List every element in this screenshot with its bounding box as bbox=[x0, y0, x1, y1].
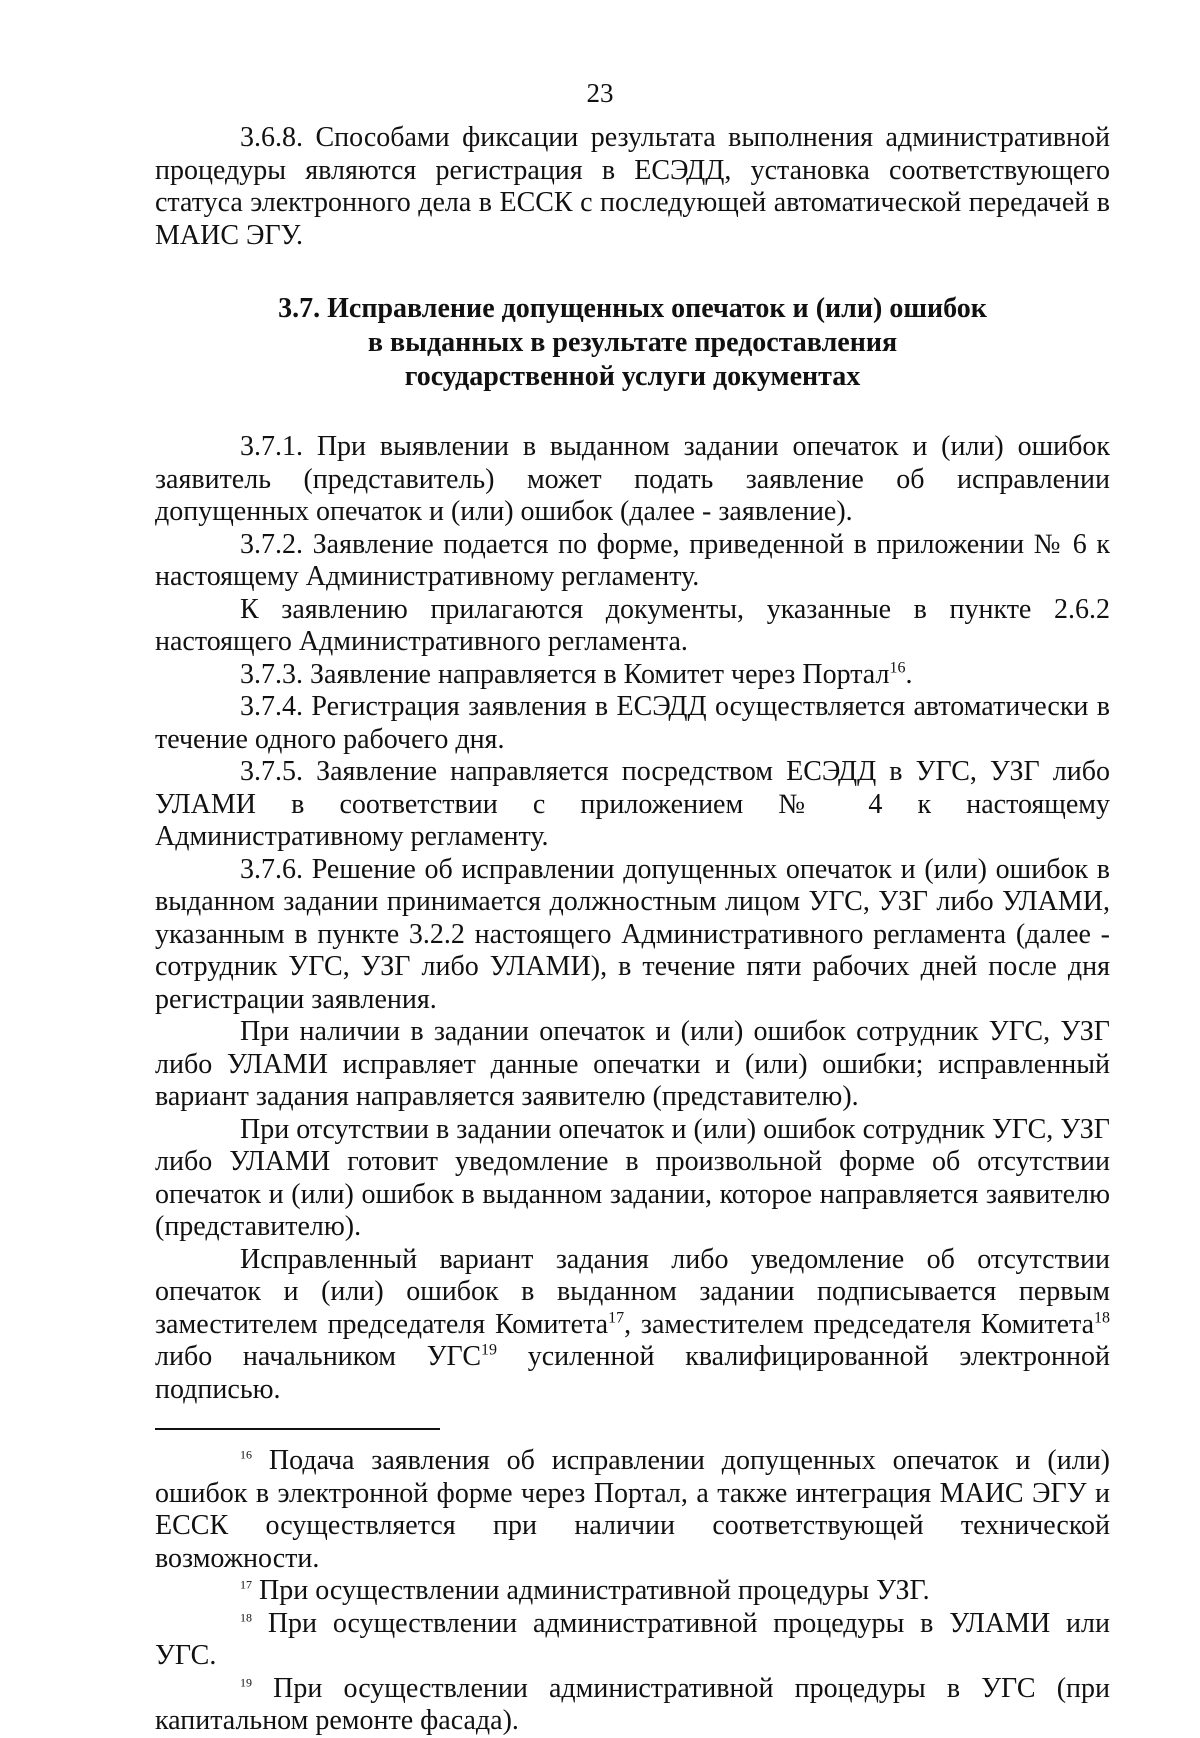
footnote-number: 18 bbox=[240, 1610, 252, 1625]
paragraph-3-7-1: 3.7.1. При выявлении в выданном задании опечаток и (или) ошибок заявитель (представитель) может подать заявление об исправлении допущенных опечаток и (или) ошибок (далее - заявление). bbox=[155, 431, 1110, 527]
paragraph-corrections-absent: При отсутствии в задании опечаток и (или) ошибок сотрудник УГС, УЗГ либо УЛАМИ готовит уведомление в произвольной форме об отсутствии опечаток и (или) ошибок в выданном задании, которое направляется заявителю (представителю). bbox=[155, 1113, 1110, 1242]
footnote-text: При осуществлении административной процедуры УЗГ. bbox=[252, 1575, 930, 1606]
paragraph-3-7-4: 3.7.4. Регистрация заявления в ЕСЭДД осуществляется автоматически в течение одного рабочего дня. bbox=[155, 691, 1110, 755]
heading-line-3: государственной услуги документах bbox=[404, 361, 861, 392]
footnote-ref-18: 18 bbox=[1094, 1309, 1110, 1327]
footnote-19 bbox=[155, 1673, 1110, 1738]
signature-text-a: Исправленный вариант задания либо уведомление об отсутствии опечаток и (или) ошибок в выданном задании подписывается первым заместителем председателя Комитета bbox=[155, 1243, 1110, 1340]
footnotes bbox=[155, 1445, 1110, 1738]
signature-text-b: , заместителем председателя Комитета bbox=[624, 1308, 1094, 1340]
paragraph-corrections-present: При наличии в задании опечаток и (или) ошибок сотрудник УГС, УЗГ либо УЛАМИ исправляет данные опечатки и (или) ошибки; исправленный вариант задания направляется заявителю (представителю). bbox=[155, 1016, 1110, 1112]
footnote-17 bbox=[155, 1575, 1110, 1608]
paragraph-3-6-8: 3.6.8. Способами фиксации результата выполнения административной процедуры являются регистрация в ЕСЭДД, установка соответствующего статуса электронного дела в ЕССК с последующей автоматической передачей в МАИС ЭГУ. bbox=[155, 122, 1110, 251]
footnote-separator bbox=[155, 1428, 440, 1430]
document-body bbox=[155, 122, 1110, 1406]
paragraph-3-7-6: 3.7.6. Решение об исправлении допущенных опечаток и (или) ошибок в выданном задании принимается должностным лицом УГС, УЗГ либо УЛАМИ, указанным в пункте 3.2.2 настоящего Административного регламента (далее - сотрудник УГС, УЗГ либо УЛАМИ), в течение пяти рабочих дней после дня регистрации заявления. bbox=[155, 853, 1110, 1015]
paragraph-signature bbox=[155, 1244, 1110, 1407]
page-number: 23 bbox=[586, 78, 614, 108]
footnote-ref-17: 17 bbox=[608, 1309, 625, 1327]
paragraph-3-7-3-text: 3.7.3. Заявление направляется в Комитет через Портал bbox=[240, 658, 890, 690]
footnote-text: При осуществлении административной процедуры в УЛАМИ или УГС. bbox=[155, 1607, 1110, 1671]
footnote-number: 16 bbox=[240, 1447, 252, 1462]
footnote-16 bbox=[155, 1445, 1110, 1575]
footnote-ref-16: 16 bbox=[889, 659, 906, 677]
footnote-number: 19 bbox=[240, 1675, 252, 1690]
signature-text-d: усиленной квалифицированной электронной подписью. bbox=[155, 1341, 1110, 1405]
paragraph-3-7-2-attachments: К заявлению прилагаются документы, указанные в пункте 2.6.2 настоящего Административного регламента. bbox=[155, 593, 1110, 657]
footnote-ref-19: 19 bbox=[481, 1341, 498, 1359]
footnote-text: Подача заявления об исправлении допущенных опечаток и (или) ошибок в электронной форме через Портал, а также интеграция МАИС ЭГУ и ЕССК осуществляется при наличии соответствующей технической возможности. bbox=[155, 1445, 1110, 1574]
heading-line-2: в выданных в результате предоставления bbox=[367, 327, 898, 358]
footnote-18 bbox=[155, 1608, 1110, 1673]
paragraph-3-7-5: 3.7.5. Заявление направляется посредством ЕСЭДД в УГС, УЗГ либо УЛАМИ в соответствии с приложением № 4 к настоящему Административному регламенту. bbox=[155, 756, 1110, 852]
section-heading-3-7 bbox=[155, 292, 1110, 394]
paragraph-3-7-2: 3.7.2. Заявление подается по форме, приведенной в приложении № 6 к настоящему Административному регламенту. bbox=[155, 528, 1110, 592]
paragraph-3-7-3 bbox=[155, 659, 1110, 692]
footnote-number: 17 bbox=[240, 1577, 252, 1592]
paragraph-3-7-3-end: . bbox=[905, 658, 913, 690]
heading-line-1: 3.7. Исправление допущенных опечаток и (или) ошибок bbox=[278, 293, 987, 324]
signature-text-c: либо начальником УГС bbox=[155, 1341, 482, 1372]
footnote-text: При осуществлении административной процедуры в УГС (при капитальном ремонте фасада). bbox=[155, 1672, 1110, 1736]
